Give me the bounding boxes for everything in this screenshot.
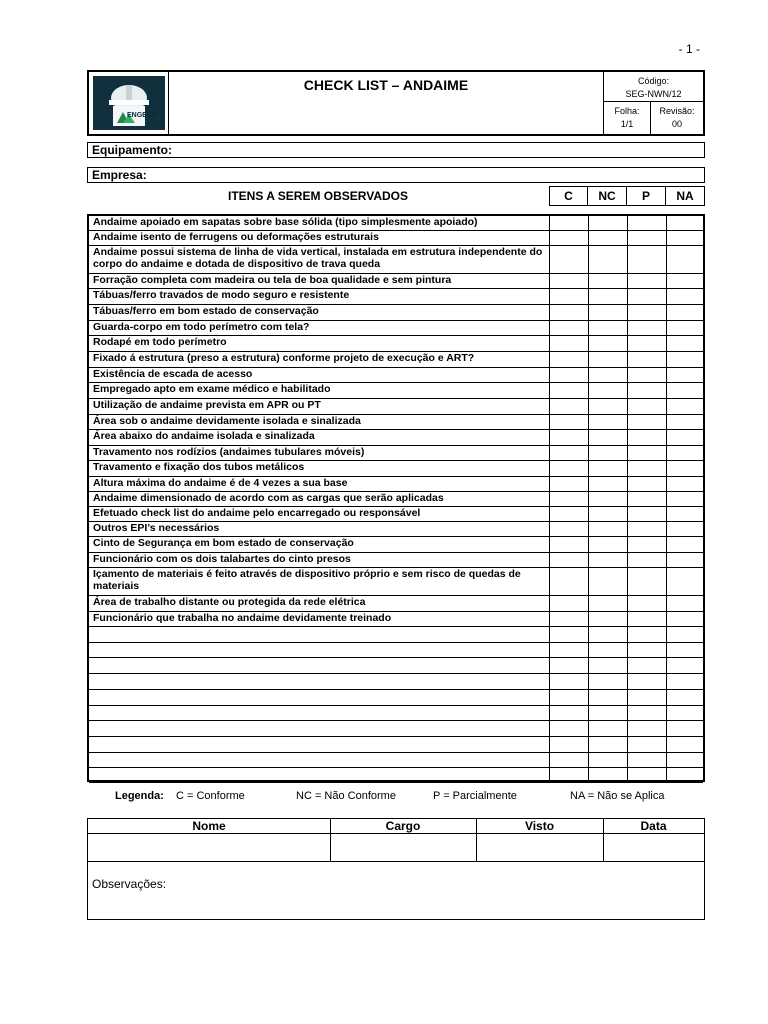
checklist-item-text: Andaime possui sistema de linha de vida vertical, instalada em estrutura independente do corpo do andaime e dotada de dispositivo de trava queda (93, 246, 543, 270)
checkbox-cell-c[interactable] (550, 553, 588, 567)
checkbox-cell-c[interactable] (550, 674, 588, 689)
checkbox-cell-nc[interactable] (589, 643, 627, 657)
checkbox-cell-nc[interactable] (589, 477, 627, 491)
checkbox-cell-c[interactable] (550, 216, 588, 230)
checklist-row (89, 537, 703, 553)
checklist-item-text: Içamento de materiais é feito através de dispositivo próprio e sem risco de quedas de materiais (93, 568, 521, 592)
checkbox-cell-nc[interactable] (589, 537, 627, 552)
checklist-row (89, 352, 703, 368)
checklist-row (89, 492, 703, 507)
checklist-empty-row (89, 643, 703, 658)
checklist-row (89, 246, 703, 274)
checkbox-cell-c[interactable] (550, 430, 588, 445)
checkbox-cell-nc[interactable] (589, 246, 627, 273)
checklist-row (89, 568, 703, 596)
checkbox-cell-p[interactable] (628, 612, 666, 626)
checklist-item-text: Travamento e fixação dos tubos metálicos (93, 461, 305, 473)
checkbox-cell-c[interactable] (550, 737, 588, 752)
checklist-row (89, 321, 703, 336)
checklist-row (89, 216, 703, 231)
checkbox-cell-na[interactable] (667, 627, 705, 642)
checkbox-cell-p[interactable] (628, 737, 666, 752)
checkbox-cell-na[interactable] (667, 216, 705, 230)
checklist-item-text: Tábuas/ferro travados de modo seguro e resistente (93, 289, 350, 301)
checkbox-cell-p[interactable] (628, 383, 666, 398)
checkbox-cell-na[interactable] (667, 553, 705, 567)
checkbox-cell-p[interactable] (628, 596, 666, 611)
checklist-item-text: Andaime apoiado em sapatas sobre base sólida (tipo simplesmente apoiado) (93, 216, 478, 228)
checkbox-cell-na[interactable] (667, 492, 705, 506)
column-header-c: C (549, 186, 588, 206)
checklist-item-text: Andaime dimensionado de acordo com as cargas que serão aplicadas (93, 492, 444, 504)
column-header-data: Data (603, 819, 704, 834)
checkbox-cell-p[interactable] (628, 305, 666, 320)
checkbox-cell-c[interactable] (550, 446, 588, 460)
checkbox-cell-p[interactable] (628, 658, 666, 673)
checkbox-cell-p[interactable] (628, 231, 666, 245)
checklist-empty-row (89, 768, 703, 783)
checkbox-cell-c[interactable] (550, 537, 588, 552)
checklist-item-text: Andaime isento de ferrugens ou deformações estruturais (93, 231, 379, 243)
checkbox-cell-p[interactable] (628, 568, 666, 595)
checkbox-cell-nc[interactable] (589, 753, 627, 767)
checklist-row (89, 507, 703, 522)
checklist-row (89, 430, 703, 446)
checkbox-cell-nc[interactable] (589, 522, 627, 536)
checkbox-cell-c[interactable] (550, 368, 588, 382)
checklist-row (89, 461, 703, 477)
checkbox-cell-p[interactable] (628, 274, 666, 288)
checklist-empty-row (89, 690, 703, 706)
document-meta (603, 72, 703, 134)
checklist-empty-row (89, 737, 703, 753)
column-header-nome: Nome (88, 819, 330, 834)
checkbox-cell-c[interactable] (550, 706, 588, 720)
checkbox-cell-nc[interactable] (589, 721, 627, 736)
checkbox-cell-na[interactable] (667, 768, 705, 782)
checkbox-cell-nc[interactable] (589, 368, 627, 382)
checkbox-cell-c[interactable] (550, 399, 588, 414)
checkbox-cell-na[interactable] (667, 415, 705, 429)
observacoes-label: Observações: (92, 877, 167, 891)
document-title: CHECK LIST – ANDAIME (303, 77, 469, 93)
checkbox-cell-nc[interactable] (589, 768, 627, 782)
checkbox-cell-na[interactable] (667, 658, 705, 673)
checklist-item-text: Rodapé em todo perímetro (93, 336, 227, 348)
checkbox-cell-nc[interactable] (589, 446, 627, 460)
checkbox-cell-nc[interactable] (589, 737, 627, 752)
legend-label: Legenda: (115, 790, 164, 802)
page-number: - 1 - (678, 42, 700, 56)
codigo-value: SEG-NWN/12 (625, 89, 682, 99)
checklist-empty-row (89, 674, 703, 690)
checkbox-cell-na[interactable] (667, 690, 705, 705)
checkbox-cell-na[interactable] (667, 674, 705, 689)
checkbox-cell-na[interactable] (667, 336, 705, 351)
checkbox-cell-nc[interactable] (589, 430, 627, 445)
checkbox-cell-nc[interactable] (589, 553, 627, 567)
checklist-item-text: Utilização de andaime prevista em APR ou PT (93, 399, 321, 411)
checkbox-cell-nc[interactable] (589, 231, 627, 245)
checkbox-cell-nc[interactable] (589, 568, 627, 595)
checkbox-cell-c[interactable] (550, 289, 588, 304)
checklist-row (89, 383, 703, 399)
checkbox-cell-na[interactable] (667, 461, 705, 476)
equipamento-field[interactable]: Equipamento: (87, 142, 705, 158)
checkbox-cell-p[interactable] (628, 477, 666, 491)
column-header-visto: Visto (476, 819, 603, 834)
checkbox-cell-na[interactable] (667, 274, 705, 288)
checkbox-cell-na[interactable] (667, 596, 705, 611)
checkbox-cell-p[interactable] (628, 690, 666, 705)
checkbox-cell-p[interactable] (628, 753, 666, 767)
checkbox-cell-nc[interactable] (589, 492, 627, 506)
checklist-item-text: Forração completa com madeira ou tela de boa qualidade e sem pintura (93, 274, 452, 286)
checklist-empty-row (89, 753, 703, 768)
checkbox-cell-p[interactable] (628, 674, 666, 689)
checkbox-cell-c[interactable] (550, 231, 588, 245)
checkbox-cell-p[interactable] (628, 368, 666, 382)
checklist-row (89, 612, 703, 627)
column-divider (549, 216, 550, 780)
checkbox-cell-na[interactable] (667, 321, 705, 335)
column-header-nc: NC (588, 186, 627, 206)
checkbox-cell-na[interactable] (667, 612, 705, 626)
cargo-input-cell[interactable] (331, 834, 476, 861)
checkbox-cell-nc[interactable] (589, 289, 627, 304)
checklist-item-text: Efetuado check list do andaime pelo encarregado ou responsável (93, 507, 421, 519)
checklist-empty-row (89, 706, 703, 721)
checkbox-cell-na[interactable] (667, 246, 705, 273)
checkbox-cell-c[interactable] (550, 658, 588, 673)
checkbox-cell-na[interactable] (667, 643, 705, 657)
checkbox-cell-c[interactable] (550, 274, 588, 288)
checkbox-cell-p[interactable] (628, 537, 666, 552)
items-table-title: ITENS A SEREM OBSERVADOS (227, 189, 409, 203)
checkbox-cell-nc[interactable] (589, 383, 627, 398)
legend-p: P = Parcialmente (433, 790, 517, 802)
checkbox-cell-p[interactable] (628, 768, 666, 782)
checkbox-cell-c[interactable] (550, 415, 588, 429)
checkbox-cell-p[interactable] (628, 415, 666, 429)
checkbox-cell-nc[interactable] (589, 596, 627, 611)
checklist-item-text: Outros EPI’s necessários (93, 522, 220, 534)
checkbox-cell-c[interactable] (550, 305, 588, 320)
data-input-cell[interactable] (604, 834, 704, 861)
checklist-row (89, 399, 703, 415)
checkbox-cell-na[interactable] (667, 477, 705, 491)
checkbox-cell-p[interactable] (628, 643, 666, 657)
checkbox-cell-c[interactable] (550, 492, 588, 506)
checkbox-cell-c[interactable] (550, 383, 588, 398)
checkbox-cell-na[interactable] (667, 522, 705, 536)
checkbox-cell-na[interactable] (667, 430, 705, 445)
legend-nc: NC = Não Conforme (296, 790, 396, 802)
checkbox-cell-p[interactable] (628, 492, 666, 506)
checklist-row (89, 477, 703, 492)
checkbox-cell-c[interactable] (550, 321, 588, 335)
checkbox-cell-nc[interactable] (589, 274, 627, 288)
checkbox-cell-nc[interactable] (589, 415, 627, 429)
checkbox-cell-na[interactable] (667, 231, 705, 245)
checkbox-cell-p[interactable] (628, 352, 666, 367)
revisao-cell (651, 102, 703, 134)
checkbox-cell-c[interactable] (550, 336, 588, 351)
legend (87, 790, 705, 806)
column-header-na: NA (666, 186, 705, 206)
signature-table (87, 818, 705, 920)
checkbox-cell-c[interactable] (550, 352, 588, 367)
logo-text: ENGEST (127, 112, 156, 119)
checkbox-cell-nc[interactable] (589, 627, 627, 642)
logo-box (89, 72, 169, 134)
checkbox-cell-p[interactable] (628, 721, 666, 736)
items-checklist-table (87, 214, 705, 782)
items-table-header (87, 185, 705, 209)
column-divider (627, 216, 628, 780)
checkbox-cell-na[interactable] (667, 352, 705, 367)
checkbox-cell-c[interactable] (550, 627, 588, 642)
checkbox-cell-na[interactable] (667, 507, 705, 521)
visto-input-cell[interactable] (477, 834, 603, 861)
folha-cell (604, 102, 651, 134)
checkbox-cell-nc[interactable] (589, 399, 627, 414)
checkbox-cell-p[interactable] (628, 706, 666, 720)
checkbox-cell-nc[interactable] (589, 321, 627, 335)
checkbox-cell-p[interactable] (628, 553, 666, 567)
checkbox-cell-p[interactable] (628, 627, 666, 642)
checkbox-cell-na[interactable] (667, 383, 705, 398)
legend-c: C = Conforme (176, 790, 245, 802)
checklist-item-text: Guarda-corpo em todo perímetro com tela? (93, 321, 310, 333)
checkbox-cell-na[interactable] (667, 537, 705, 552)
checkbox-cell-nc[interactable] (589, 507, 627, 521)
column-divider (666, 216, 667, 780)
checkbox-cell-p[interactable] (628, 522, 666, 536)
checkbox-cell-c[interactable] (550, 768, 588, 782)
observacoes-field[interactable] (88, 862, 704, 919)
checklist-row (89, 596, 703, 612)
checkbox-cell-na[interactable] (667, 737, 705, 752)
checklist-row (89, 274, 703, 289)
checklist-empty-row (89, 658, 703, 674)
checkbox-cell-p[interactable] (628, 430, 666, 445)
checkbox-cell-p[interactable] (628, 461, 666, 476)
checkbox-cell-c[interactable] (550, 643, 588, 657)
column-header-p: P (627, 186, 666, 206)
checkbox-cell-p[interactable] (628, 446, 666, 460)
checklist-empty-row (89, 721, 703, 737)
empresa-field[interactable]: Empresa: (87, 167, 705, 183)
checkbox-cell-p[interactable] (628, 507, 666, 521)
checklist-item-text: Funcionário com os dois talabartes do cinto presos (93, 553, 351, 565)
checkbox-cell-nc[interactable] (589, 352, 627, 367)
revisao-value: 00 (671, 119, 682, 129)
checkbox-cell-c[interactable] (550, 507, 588, 521)
checkbox-cell-nc[interactable] (589, 612, 627, 626)
checkbox-cell-nc[interactable] (589, 216, 627, 230)
checkbox-cell-na[interactable] (667, 446, 705, 460)
checkbox-cell-nc[interactable] (589, 674, 627, 689)
checkbox-cell-p[interactable] (628, 216, 666, 230)
checkbox-cell-c[interactable] (550, 522, 588, 536)
checkbox-cell-p[interactable] (628, 336, 666, 351)
folha-label: Folha: (614, 106, 640, 116)
checkbox-cell-na[interactable] (667, 289, 705, 304)
checklist-row (89, 553, 703, 568)
checklist-item-text: Área abaixo do andaime isolada e sinalizada (93, 430, 315, 442)
checkbox-cell-c[interactable] (550, 690, 588, 705)
checklist-row (89, 446, 703, 461)
checklist-item-text: Área de trabalho distante ou protegida da rede elétrica (93, 596, 366, 608)
checklist-item-text: Área sob o andaime devidamente isolada e sinalizada (93, 415, 361, 427)
checkbox-cell-c[interactable] (550, 612, 588, 626)
checkbox-cell-p[interactable] (628, 246, 666, 273)
checkbox-cell-p[interactable] (628, 399, 666, 414)
checklist-row (89, 522, 703, 537)
checkbox-cell-nc[interactable] (589, 690, 627, 705)
checkbox-cell-nc[interactable] (589, 658, 627, 673)
checklist-row (89, 368, 703, 383)
column-header-cargo: Cargo (330, 819, 476, 834)
checkbox-cell-p[interactable] (628, 289, 666, 304)
nome-input-cell[interactable] (88, 834, 330, 861)
checklist-row (89, 231, 703, 246)
checklist-row (89, 305, 703, 321)
checkbox-cell-na[interactable] (667, 399, 705, 414)
checklist-row (89, 415, 703, 430)
checklist-empty-row (89, 627, 703, 643)
checkbox-cell-nc[interactable] (589, 461, 627, 476)
checklist-item-text: Altura máxima do andaime é de 4 vezes a sua base (93, 477, 348, 489)
checkbox-cell-c[interactable] (550, 753, 588, 767)
checklist-item-text: Empregado apto em exame médico e habilitado (93, 383, 331, 395)
checkbox-cell-c[interactable] (550, 721, 588, 736)
document-header (87, 70, 705, 136)
checkbox-cell-c[interactable] (550, 568, 588, 595)
checklist-item-text: Funcionário que trabalha no andaime devidamente treinado (93, 612, 392, 624)
legend-na: NA = Não se Aplica (570, 790, 665, 802)
checkbox-cell-na[interactable] (667, 305, 705, 320)
checklist-item-text: Existência de escada de acesso (93, 368, 253, 380)
company-logo (93, 76, 165, 130)
checkbox-cell-na[interactable] (667, 368, 705, 382)
checkbox-cell-nc[interactable] (589, 706, 627, 720)
checkbox-cell-na[interactable] (667, 753, 705, 767)
checklist-item-text: Travamento nos rodízios (andaimes tubulares móveis) (93, 446, 365, 458)
checkbox-cell-na[interactable] (667, 568, 705, 595)
checkbox-cell-na[interactable] (667, 706, 705, 720)
checkbox-cell-na[interactable] (667, 721, 705, 736)
codigo-cell (604, 72, 703, 102)
hard-hat-worker-icon (93, 76, 165, 130)
revisao-label: Revisão: (659, 106, 695, 116)
checkbox-cell-nc[interactable] (589, 336, 627, 351)
checkbox-cell-c[interactable] (550, 461, 588, 476)
checkbox-cell-p[interactable] (628, 321, 666, 335)
checklist-item-text: Fixado á estrutura (preso a estrutura) conforme projeto de execução e ART? (93, 352, 475, 364)
checkbox-cell-nc[interactable] (589, 305, 627, 320)
folha-value: 1/1 (620, 119, 634, 129)
checklist-row (89, 289, 703, 305)
column-divider (588, 216, 589, 780)
checkbox-cell-c[interactable] (550, 246, 588, 273)
checklist-item-text: Tábuas/ferro em bom estado de conservação (93, 305, 319, 317)
checkbox-cell-c[interactable] (550, 477, 588, 491)
codigo-label: Código: (637, 76, 670, 86)
checklist-item-text: Cinto de Segurança em bom estado de conservação (93, 537, 354, 549)
checklist-row (89, 336, 703, 352)
checkbox-cell-c[interactable] (550, 596, 588, 611)
